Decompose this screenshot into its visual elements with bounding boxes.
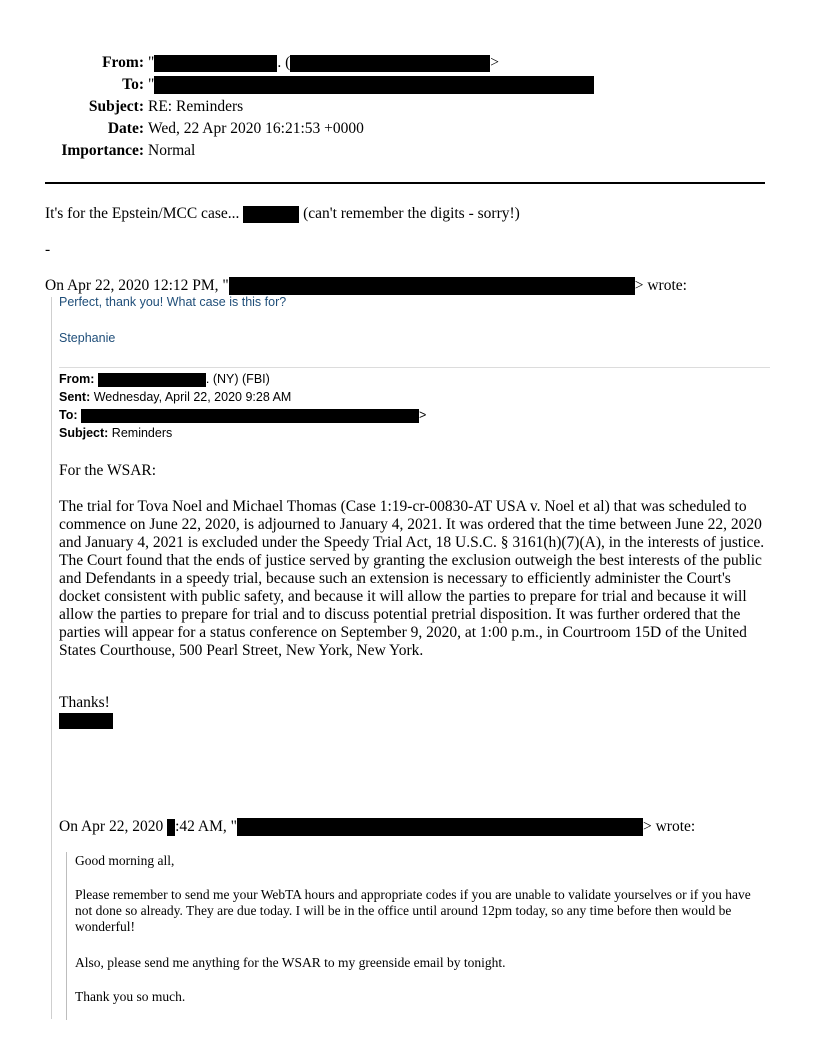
- reply-body-end: (can't remember the digits - sorry!): [303, 205, 520, 222]
- to-value: [148, 76, 594, 94]
- attribution-end: > wrote:: [634, 277, 687, 294]
- fbi-subject-value: Reminders: [111, 426, 173, 440]
- importance-value: Normal: [148, 142, 196, 159]
- fbi-sent-value: Wednesday, April 22, 2020 9:28 AM: [93, 390, 292, 404]
- fbi-to-row: [59, 408, 426, 423]
- date-value: Wed, 22 Apr 2020 16:21:53 +0000: [148, 120, 364, 137]
- fbi-subject-row: [59, 426, 172, 440]
- fbi-sent-row: [59, 390, 291, 404]
- fbi-from-suffix: . (NY) (FBI): [205, 372, 270, 386]
- earlier-closing: Thank you so much.: [75, 989, 186, 1004]
- fbi-greeting: For the WSAR:: [59, 462, 157, 479]
- fbi-from-label: From:: [59, 372, 95, 386]
- fbi-to-suffix: >: [419, 408, 427, 422]
- from-suffix: >: [490, 54, 499, 71]
- from-mid: . (: [277, 54, 291, 71]
- quoted-line: Perfect, thank you! What case is this for?: [59, 295, 287, 309]
- importance-label: Importance:: [61, 142, 144, 159]
- redaction-box: [290, 55, 490, 72]
- to-prefix: ": [148, 76, 155, 93]
- redaction-box: [229, 277, 635, 295]
- reply-body-start: It's for the Epstein/MCC case...: [45, 205, 240, 222]
- redaction-box: [59, 713, 113, 729]
- earlier-attribution-end: > wrote:: [642, 818, 696, 835]
- earlier-paragraph: Please remember to send me your WebTA hours and appropriate codes if you are unable to validate yourselves or if you have not done so already. They are due today. I will be in the office until around 12pm today, so any time before then would be wonderful!: [75, 887, 751, 934]
- reply-dash: -: [45, 241, 51, 258]
- earlier-paragraph: Also, please send me anything for the WSAR to my greenside email by tonight.: [75, 955, 506, 970]
- header-divider: [45, 182, 765, 184]
- quote-bar: [51, 297, 52, 1019]
- fbi-body: The trial for Tova Noel and Michael Thomas (Case 1:19-cr-00830-AT USA v. Noel et al) that was scheduled to commence on June 22, 2020, is adjourned to January 4, 2021. It was ordered that the time between June 22, 2020 and January 4, 2021 is excluded under the Speedy Trial Act, 18 U.S.C. § 3161(h)(7)(A), in the interests of justice. The Court found that the ends of justice served by granting the exclusion outweigh the best interests of the public and Defendants in a speedy trial, because such an extension is necessary to efficiently administer the Court's docket consistent with public safety, and because it will allow the parties to prepare for trial and because it will allow the parties to prepare for trial and to discuss potential pretrial disposition. It was further ordered that the parties will appear for a status conference on September 9, 2020, at 1:00 p.m., in Courtroom 15D of the United States Courthouse, 500 Pearl Street, New York, New York.: [59, 498, 765, 659]
- fbi-to-label: To:: [59, 408, 78, 422]
- subject-value: RE: Reminders: [148, 98, 244, 115]
- date-label: Date:: [107, 120, 144, 137]
- redaction-box: [243, 206, 299, 223]
- redaction-box: [154, 76, 594, 94]
- reply-body: [45, 205, 520, 223]
- fbi-sent-label: Sent:: [59, 390, 91, 404]
- redaction-box: [98, 373, 206, 387]
- to-label: To:: [122, 76, 144, 93]
- redaction-box: [81, 409, 419, 423]
- redaction-box: [237, 818, 643, 836]
- attribution-start: On Apr 22, 2020 12:12 PM, ": [45, 277, 229, 294]
- earlier-greeting: Good morning all,: [75, 853, 175, 868]
- from-value: [148, 54, 499, 72]
- from-prefix: ": [148, 54, 155, 71]
- subject-label: Subject:: [88, 98, 144, 115]
- fbi-from-row: [59, 372, 270, 387]
- message-separator: [59, 367, 770, 368]
- fbi-thanks: Thanks!: [59, 694, 110, 711]
- quoted-signature: Stephanie: [59, 331, 116, 345]
- redaction-box: [167, 819, 175, 836]
- earlier-attribution-mid: :42 AM, ": [175, 818, 237, 835]
- earlier-attribution-start: On Apr 22, 2020: [59, 818, 164, 835]
- earlier-attribution: [59, 818, 695, 836]
- nested-quote-bar: [66, 852, 67, 1020]
- fbi-subject-label: Subject:: [59, 426, 109, 440]
- redaction-box: [154, 55, 277, 72]
- from-label: From:: [102, 54, 144, 71]
- reply-attribution: [45, 277, 687, 295]
